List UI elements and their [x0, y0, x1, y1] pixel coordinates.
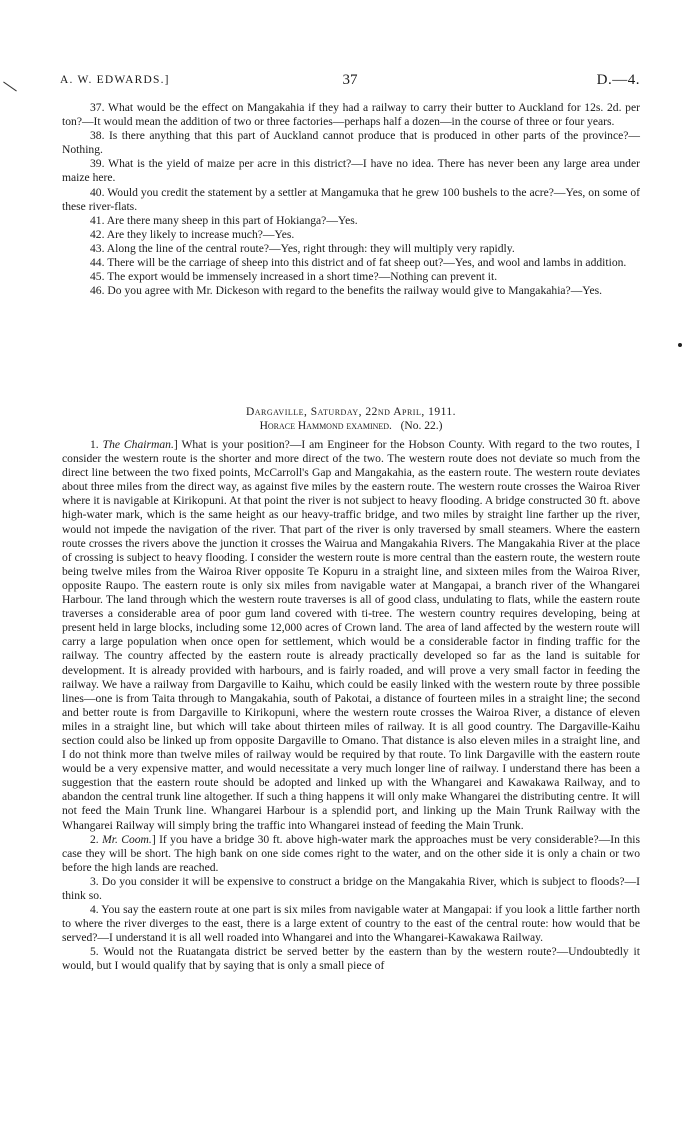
evidence-section-1	[62, 101, 640, 298]
question-number: 42.	[90, 227, 105, 241]
question-text: You say the eastern route at one part is six miles from navigable water at Mangapai: if you look a little farther north to where the river diverges to the east, there is a large extent of country to the east of the central route: how would that be served?—I understand it is all well roaded into Whangarei and into the Whangarei-Kawakawa Railway.	[62, 903, 641, 945]
section-heading	[62, 405, 640, 433]
question-paragraph	[62, 214, 640, 228]
question-number: 43.	[90, 241, 105, 255]
header-witness: A. W. EDWARDS.]	[60, 74, 170, 86]
question-text: Is there anything that this part of Auckland cannot produce that is produced in other parts of the province?—Nothing.	[62, 129, 640, 157]
question-paragraph	[62, 129, 640, 157]
question-text: Do you agree with Mr. Dickeson with regard to the benefits the railway would give to Mangakahia?—Yes.	[107, 284, 603, 298]
question-paragraph	[62, 186, 640, 214]
question-number: 40.	[90, 185, 105, 199]
question-text: The export would be immensely increased in a short time?—Nothing can prevent it.	[107, 270, 498, 284]
question-text: Are they likely to increase much?—Yes.	[106, 227, 295, 241]
question-text: Are there many sheep in this part of Hokianga?—Yes.	[106, 213, 358, 227]
witness-number: (No. 22.)	[400, 420, 443, 432]
question-paragraph	[62, 284, 640, 298]
question-number: 1.	[90, 438, 99, 451]
question-paragraph: 2. Mr. Coom.] If you have a bridge 30 ft. above high-water mark the approaches must be very considerable?—In this case they will be short. The high bank on one side comes right to the water, and on the other side it is only a chain or two before the high lands are reached.	[62, 832, 641, 874]
question-paragraph	[62, 256, 640, 270]
margin-dot	[678, 343, 682, 347]
question-number: 3.	[90, 874, 99, 888]
speaker-name: The Chairman.	[102, 438, 174, 451]
question-paragraph	[62, 242, 640, 256]
question-text: Would not the Ruatangata district be served better by the eastern than by the western route?—Undoubtedly it would, but I would qualify that by saying that is only a small piece of	[62, 945, 640, 973]
question-paragraph	[62, 875, 640, 903]
witness-name: Horace Hammond examined.	[259, 420, 392, 432]
question-text: What is your position?—I am Engineer for the Hobson County. With regard to the two routes, I consider the western route is the shorter and more direct of the two. The western route does not deviate so much from the direct line between the two fixed points, McCarroll's Gap and Mangakahia, as the eastern route. The western route deviates about three miles from the direct way, as against five miles by the eastern route. The western route crosses the Wairoa River where it is navigable at Kirikopuni. At that point the river is not subject to heavy flooding. A bridge constructed 30 ft. above high-water mark, which is the same height as our heavy-traffic bridge, and two miles by straight line farther up the river, would not impede the navigation of the river. That part of the river is only traversed by small steamers. Where the eastern route crosses the rivers above the junction it crosses the Wairua and Mangakahia Rivers. The Mangakahia River at the place of crossing is subject to heavy flooding. I consider the western route is more central than the eastern route, the western route being twelve miles from the Wairoa River opposite Te Kopuru in a straight line, and sixteen miles from the Wairoa River, opposite Raupo. The eastern route is only six miles from navigable water at Mangapai, a branch river of the Whangarei Harbour. The land through which the western route traverses is all of good class, undulating to flats, while the eastern route traverses a considerable area of poor gum land covered with ti-tree. The western country requires developing, being at present held in large blocks, including some 12,000 acres of Crown land. The area of land affected by the western route will carry a large population when once open for settlement, which would be a considerable factor in finding traffic for the railway. The country affected by the eastern route is already practically developed so far as the land is suitable for development. It is already provided with harbours, and is fairly roaded, and will prove a very small factor in feeding the railway. We have a railway from Dargaville to Kaihu, which could be easily linked with the western route by three possible lines—one is from Taita through to Mangakahia, south of Pakotai, a distance of fourteen miles in a straight line; the second and better route is from Dargaville to Kirikopuni, where the western route crosses the Wairoa River, a distance of eleven miles in a straight line, but which will take about thirteen miles of railway. It is all good country. The Dargaville-Kaihu section could also be linked up from opposite Dargaville to Omano. That distance is also eleven miles in a straight line, and I do not think more than twelve miles of railway would be required by that route. To link Dargaville with the eastern route would be a very expensive matter, and would necessitate a very much longer line of railway. I understand there has been a suggestion that the eastern route should be adopted and linked up with the Whangarei and Kawakawa Railway, and to abandon the central trunk line altogether. If such a thing happens it will only make Whangarei the distributing centre. It will not feed the Main Trunk line. Whangarei Harbour is a splendid port, and linking up the Main Trunk Railway with the Whangarei Railway will simply bring the traffic into Whangarei instead of feeding the Main Trunk.	[62, 438, 640, 832]
question-paragraph	[62, 945, 640, 973]
question-number: 45.	[90, 270, 105, 284]
question-number: 37.	[90, 101, 105, 114]
margin-mark	[3, 82, 17, 92]
page-header	[60, 72, 640, 96]
question-text: Do you consider it will be expensive to construct a bridge on the Mangakahia River, which is subject to floods?—I think so.	[62, 874, 640, 902]
question-text: What would be the effect on Mangakahia if they had a railway to carry their butter to Auckland for 12s. 2d. per ton?—It would mean the addition of two or three factories—perhaps half a dozen—in the course of three or four years.	[62, 101, 640, 129]
question-number: 46.	[90, 284, 105, 298]
question-number: 41.	[90, 213, 105, 227]
question-number: 2.	[90, 832, 99, 846]
question-paragraph	[62, 157, 640, 185]
question-paragraph	[62, 101, 640, 129]
question-number: 44.	[90, 256, 105, 270]
document-reference: D.—4.	[596, 72, 640, 88]
question-paragraph	[62, 903, 640, 945]
witness-heading	[62, 419, 640, 433]
question-paragraph	[62, 228, 640, 242]
question-number: 39.	[90, 157, 105, 171]
question-text: There will be the carriage of sheep into this district and of fat sheep out?—Yes, and wool and lambs in addition.	[107, 256, 627, 270]
evidence-section-2	[62, 438, 640, 974]
question-text: If you have a bridge 30 ft. above high-water mark the approaches must be very considerable?—In this case they will be short. The high bank on one side comes right to the water, and on the other side it is only a chain or two before the high lands are reached.	[62, 832, 641, 874]
question-number: 38.	[90, 129, 105, 143]
page-number: 37	[342, 72, 358, 88]
question-number: 5.	[90, 945, 99, 959]
question-text: Along the line of the central route?—Yes, right through: they will multiply very rapidly.	[106, 241, 515, 255]
question-paragraph: 1. The Chairman.] What is your position?—I am Engineer for the Hobson County. With regard to the two routes, I consider the western route is the shorter and more direct of the two. The western route does not deviate so much from the direct line between the two fixed points, McCarroll's Gap and Mangakahia, as the eastern route. The western route deviates about three miles from the direct way, as against five miles by the eastern route. The western route crosses the Wairoa River where it is navigable at Kirikopuni. At that point the river is not subject to heavy flooding. A bridge constructed 30 ft. above high-water mark, which is the same height as our heavy-traffic bridge, and two miles by straight line farther up the river, would not impede the navigation of the river. That part of the river is only traversed by small steamers. Where the eastern route crosses the rivers above the junction it crosses the Wairua and Mangakahia Rivers. The Mangakahia River at the place of crossing is subject to heavy flooding. I consider the western route is more central than the eastern route, the western route being twelve miles from the Wairoa River opposite Te Kopuru in a straight line, and sixteen miles from the Wairoa River, opposite Raupo. The eastern route is only six miles from navigable water at Mangapai, a branch river of the Whangarei Harbour. The land through which the western route traverses is all of good class, undulating to flats, while the eastern route traverses a considerable area of poor gum land covered with ti-tree. The western country requires developing, being at present held in large blocks, including some 12,000 acres of Crown land. The area of land affected by the western route will carry a large population when once open for settlement, which would be a considerable factor in finding traffic for the railway. The country affected by the eastern route is already practically developed so far as the land is suitable for development. It is already provided with harbours, and is fairly roaded, and will prove a very small factor in feeding the railway. We have a railway from Dargaville to Kaihu, which could be easily linked with the western route by three possible lines—one is from Taita through to Mangakahia, south of Pakotai, a distance of fourteen miles in a straight line; the second and better route is from Dargaville to Kirikopuni, where the western route crosses the Wairoa River, a distance of eleven miles in a straight line, but which will take about thirteen miles of railway. It is all good country. The Dargaville-Kaihu section could also be linked up from opposite Dargaville to Omano. That distance is also eleven miles in a straight line, and I do not think more than twelve miles of railway would be required by that route. To link Dargaville with the eastern route would be a very expensive matter, and would necessitate a very much longer line of railway. I understand there has been a suggestion that the eastern route should be adopted and linked up with the Whangarei and Kawakawa Railway, and to abandon the central trunk line altogether. If such a thing happens it will only make Whangarei the distributing centre. It will not feed the Main Trunk line. Whangarei Harbour is a splendid port, and linking up the Main Trunk Railway with the Whangarei Railway will simply bring the traffic into Whangarei instead of feeding the Main Trunk.	[62, 438, 640, 832]
question-text: Would you credit the statement by a settler at Mangamuka that he grew 100 bushels to the acre?—Yes, on some of these river-flats.	[62, 185, 640, 213]
speaker-name: Mr. Coom.	[102, 832, 152, 846]
question-paragraph	[62, 270, 640, 284]
question-text: What is the yield of maize per acre in this district?—I have no idea. There has never been any large area under maize here.	[62, 157, 640, 185]
question-number: 4.	[90, 903, 99, 917]
place-date-heading: Dargaville, Saturday, 22nd April, 1911.	[245, 406, 457, 418]
